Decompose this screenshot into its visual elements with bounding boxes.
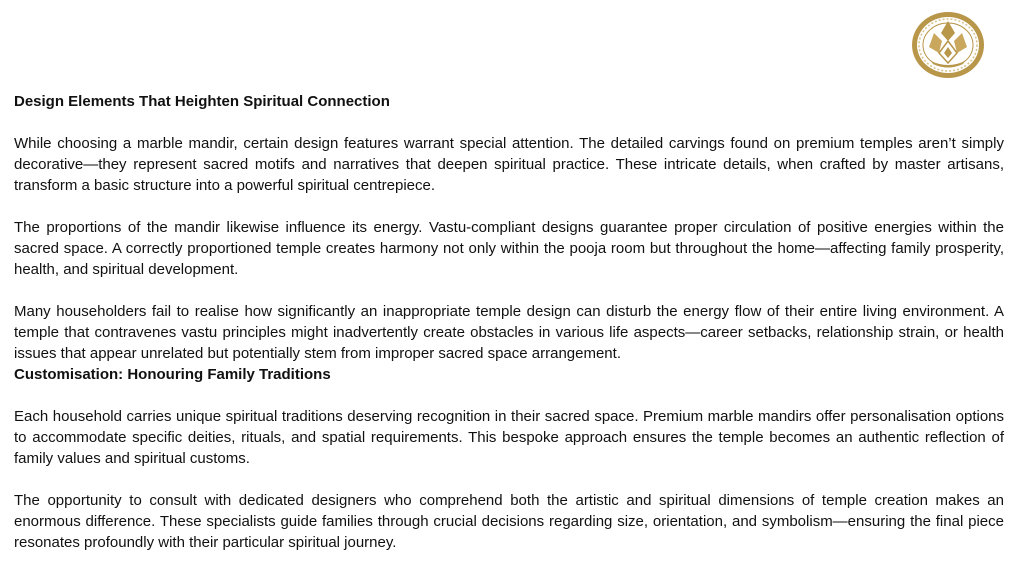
temple-emblem-icon — [911, 11, 985, 79]
paragraph: Each household carries unique spiritual traditions deserving recognition in their sacred space. Premium marble mandirs offer personalisation options to accommodate specific deities, rituals, and spatial requirements. This bespoke approach ensures the temple becomes an authentic reflection of family values and spiritual customs. — [14, 408, 1004, 467]
paragraph: While choosing a marble mandir, certain design features warrant special attention. The detailed carvings found on premium temples aren’t simply decorative—they represent sacred motifs and narratives that deepen spiritual practice. These intricate details, when crafted by master artisans, transform a basic structure into a powerful spiritual centrepiece. — [14, 135, 1004, 194]
paragraph: The proportions of the mandir likewise influence its energy. Vastu-compliant designs guarantee proper circulation of positive energies within the sacred space. A correctly proportioned temple creates harmony not only within the pooja room but throughout the home—affecting family prosperity, health, and spiritual development. — [14, 219, 1004, 278]
brand-logo — [911, 11, 985, 79]
section-heading: Design Elements That Heighten Spiritual Connection — [14, 93, 390, 110]
section-heading: Customisation: Honouring Family Traditions — [14, 366, 331, 383]
article-body — [14, 91, 1004, 553]
paragraph: Many householders fail to realise how significantly an inappropriate temple design can disturb the energy flow of their entire living environment. A temple that contravenes vastu principles might inadvertently create obstacles in various life aspects—career setbacks, relationship strain, or health issues that appear unrelated but potentially stem from improper sacred space arrangement. — [14, 303, 1004, 362]
paragraph: The opportunity to consult with dedicated designers who comprehend both the artistic and spiritual dimensions of temple creation makes an enormous difference. These specialists guide families through crucial decisions regarding size, orientation, and symbolism—ensuring the final piece resonates profoundly with their particular spiritual journey. — [14, 492, 1004, 551]
